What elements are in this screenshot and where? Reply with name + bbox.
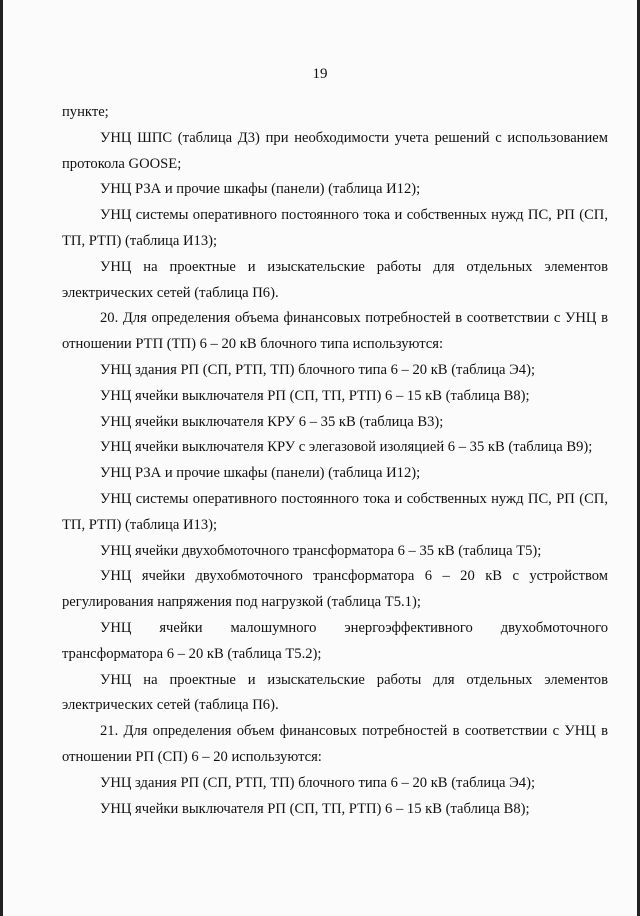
paragraph: УНЦ ячейки выключателя РП (СП, ТП, РТП) 6 – 15 кВ (таблица В8); bbox=[100, 387, 530, 404]
paragraph: УНЦ ячейки двухобмоточного трансформатора 6 – 35 кВ (таблица Т5); bbox=[100, 542, 542, 559]
paragraph: 21. Для определения объем финансовых потребностей в соответствии с УНЦ в отношении РП (СП) 6 – 20 используются: bbox=[62, 723, 608, 765]
paragraph: УНЦ здания РП (СП, РТП, ТП) блочного типа 6 – 20 кВ (таблица Э4); bbox=[100, 361, 536, 378]
paragraph: УНЦ системы оперативного постоянного тока и собственных нужд ПС, РП (СП, ТП, РТП) (таблица И13); bbox=[62, 490, 608, 533]
document-body bbox=[62, 100, 608, 822]
paragraph: УНЦ РЗА и прочие шкафы (панели) (таблица И12); bbox=[100, 181, 421, 198]
page-number: 19 bbox=[312, 66, 328, 82]
paragraph: УНЦ ШПС (таблица Д3) при необходимости учета решений с использованием протокола GOOSE; bbox=[62, 129, 608, 172]
paragraph: УНЦ ячейки выключателя КРУ с элегазовой изоляцией 6 – 35 кВ (таблица В9); bbox=[100, 439, 593, 456]
paragraph: УНЦ на проектные и изыскательские работы для отдельных элементов электрических сетей (таблица П6). bbox=[62, 258, 608, 301]
paragraph: пункте; bbox=[62, 104, 109, 120]
paragraph: 20. Для определения объема финансовых потребностей в соответствии с УНЦ в отношении РТП (ТП) 6 – 20 кВ блочного типа используются: bbox=[62, 310, 608, 353]
paragraph: УНЦ ячейки малошумного энергоэффективного двухобмоточного трансформатора 6 – 20 кВ (таблица Т5.2); bbox=[62, 619, 608, 662]
paragraph: УНЦ здания РП (СП, РТП, ТП) блочного типа 6 – 20 кВ (таблица Э4); bbox=[100, 774, 536, 791]
paragraph: УНЦ РЗА и прочие шкафы (панели) (таблица И12); bbox=[100, 465, 421, 482]
scan-border-left bbox=[0, 0, 3, 916]
paragraph: УНЦ на проектные и изыскательские работы для отдельных элементов электрических сетей (таблица П6). bbox=[62, 671, 608, 714]
paragraph: УНЦ ячейки двухобмоточного трансформатора 6 – 20 кВ с устройством регулирования напряжения под нагрузкой (таблица Т5.1); bbox=[62, 568, 608, 611]
paragraph: УНЦ ячейки выключателя КРУ 6 – 35 кВ (таблица В3); bbox=[100, 413, 444, 430]
paragraph: УНЦ системы оперативного постоянного тока и собственных нужд ПС, РП (СП, ТП, РТП) (таблица И13); bbox=[62, 207, 608, 249]
paragraph: УНЦ ячейки выключателя РП (СП, ТП, РТП) 6 – 15 кВ (таблица В8); bbox=[100, 800, 530, 817]
